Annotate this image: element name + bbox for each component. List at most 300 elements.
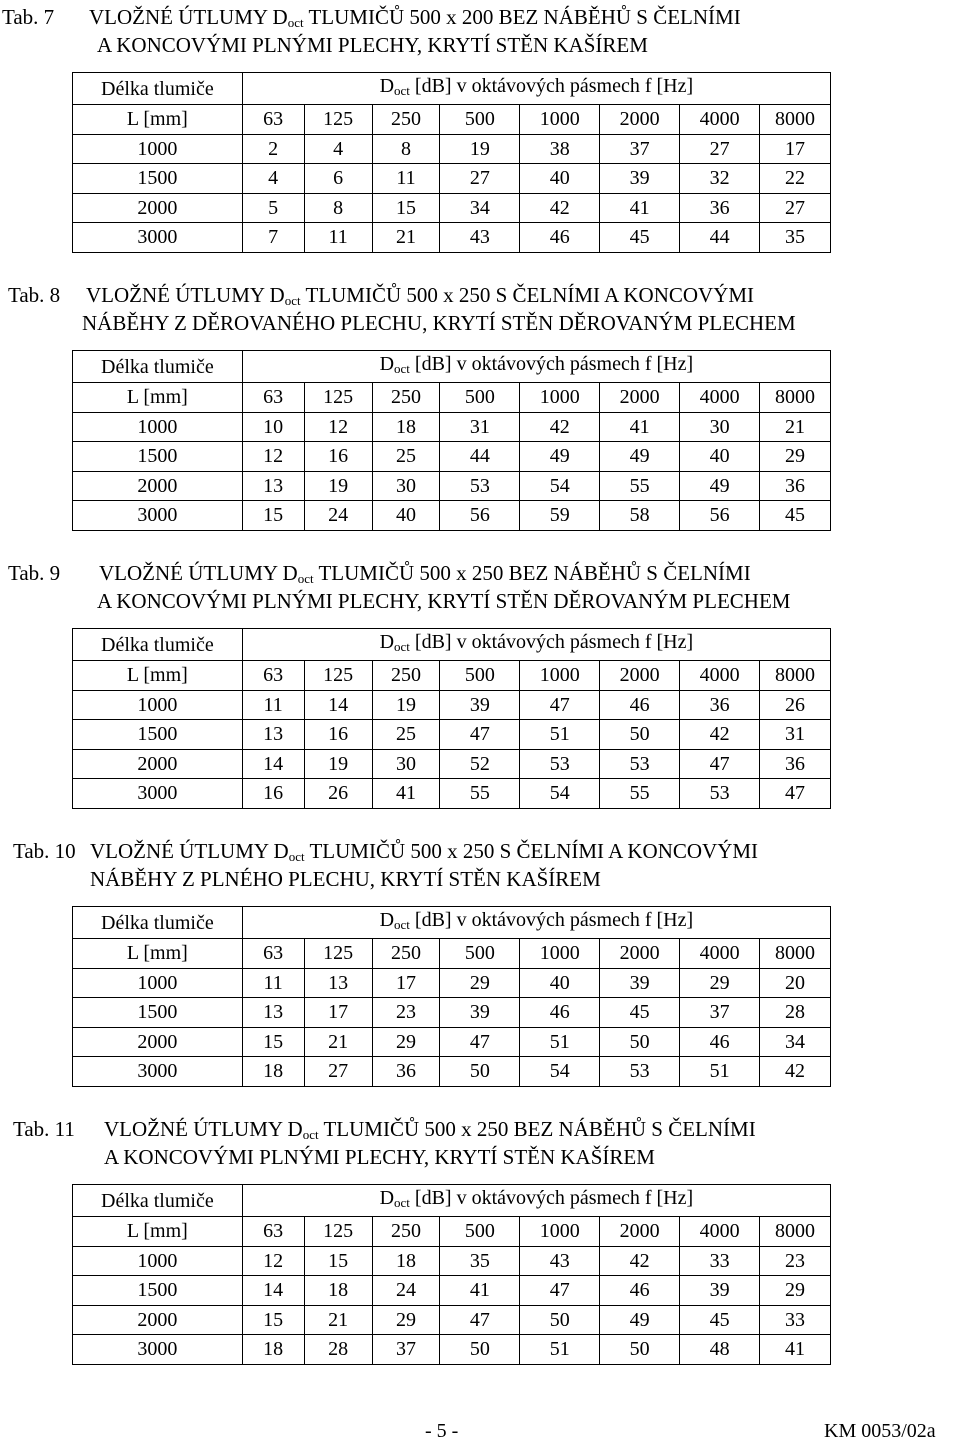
length-cell: 1500 [73,1276,243,1306]
value-cell: 40 [372,501,440,531]
value-cell: 52 [440,749,520,779]
value-cell: 13 [242,720,304,750]
length-cell: 2000 [73,749,243,779]
frequency-cell: 125 [304,661,372,691]
value-cell: 27 [440,164,520,194]
value-cell: 44 [680,223,760,253]
value-cell: 54 [520,779,600,809]
value-cell: 11 [242,968,304,998]
value-cell: 36 [760,471,831,501]
caption-subscript: oct [287,15,304,30]
header-frequency-text: [dB] v oktávových pásmech f [Hz] [409,75,694,97]
frequency-cell: 2000 [600,1217,680,1247]
value-cell: 47 [440,720,520,750]
table-row [73,749,831,779]
value-cell: 18 [242,1057,304,1087]
length-cell: 3000 [73,223,243,253]
value-cell: 13 [242,998,304,1028]
value-cell: 18 [372,412,440,442]
value-cell: 39 [600,164,680,194]
length-cell: 3000 [73,1335,243,1365]
value-cell: 46 [680,1027,760,1057]
value-cell: 47 [520,1276,600,1306]
table-header-row [73,629,831,661]
value-cell: 46 [520,223,600,253]
table-caption-number: Tab. 8 [8,283,61,307]
value-cell: 36 [372,1057,440,1087]
value-cell: 50 [600,1027,680,1057]
value-cell: 53 [600,749,680,779]
value-cell: 56 [680,501,760,531]
value-cell: 8 [372,134,440,164]
value-cell: 38 [520,134,600,164]
value-cell: 26 [304,779,372,809]
table-row [73,1276,831,1306]
value-cell: 29 [760,1276,831,1306]
value-cell: 12 [304,412,372,442]
value-cell: 15 [242,1305,304,1335]
table-row [73,998,831,1028]
frequency-cell: 1000 [520,661,600,691]
length-cell: 1500 [73,998,243,1028]
value-cell: 12 [242,442,304,472]
caption-text: TLUMIČŮ 500 x 250 S ČELNÍMI A KONCOVÝMI [300,283,755,307]
table-caption-line2: A KONCOVÝMI PLNÝMI PLECHY, KRYTÍ STĚN KAŠÍREM [97,33,648,57]
value-cell: 15 [242,501,304,531]
frequency-cell: 8000 [760,1217,831,1247]
length-cell: 2000 [73,471,243,501]
value-cell: 21 [760,412,831,442]
table-caption-number: Tab. 11 [13,1117,75,1141]
value-cell: 28 [304,1335,372,1365]
value-cell: 26 [760,690,831,720]
value-cell: 51 [680,1057,760,1087]
attenuation-table [72,1184,831,1365]
value-cell: 49 [520,442,600,472]
frequency-cell: 63 [242,939,304,969]
header-d-subscript: oct [394,639,410,654]
value-cell: 24 [304,501,372,531]
value-cell: 53 [440,471,520,501]
header-frequency-text: [dB] v oktávových pásmech f [Hz] [409,1187,694,1209]
table-row [73,1305,831,1335]
length-cell: 1500 [73,164,243,194]
value-cell: 39 [440,690,520,720]
value-cell: 44 [440,442,520,472]
table-row [73,164,831,194]
table-header-row [73,383,831,413]
frequency-cell: 1000 [520,105,600,135]
value-cell: 51 [520,1027,600,1057]
frequency-header-cell [242,351,830,383]
attenuation-table [72,72,831,253]
table-row [73,1027,831,1057]
value-cell: 15 [372,193,440,223]
value-cell: 37 [372,1335,440,1365]
value-cell: 45 [760,501,831,531]
caption-text: VLOŽNÉ ÚTLUMY D [86,283,285,307]
value-cell: 14 [304,690,372,720]
frequency-cell: 8000 [760,661,831,691]
value-cell: 36 [760,749,831,779]
length-header-cell: Délka tlumiče [73,907,243,939]
table-header-row [73,939,831,969]
value-cell: 30 [372,471,440,501]
length-cell: 1000 [73,968,243,998]
value-cell: 49 [600,1305,680,1335]
value-cell: 18 [372,1246,440,1276]
header-d-subscript: oct [394,361,410,376]
frequency-cell: 4000 [680,939,760,969]
length-header-cell: Délka tlumiče [73,351,243,383]
table-row [73,720,831,750]
value-cell: 23 [760,1246,831,1276]
frequency-cell: 500 [440,105,520,135]
frequency-cell: 2000 [600,383,680,413]
frequency-cell: 4000 [680,105,760,135]
unit-header-cell: L [mm] [73,939,243,969]
frequency-cell: 2000 [600,661,680,691]
caption-text: VLOŽNÉ ÚTLUMY D [99,561,298,585]
value-cell: 40 [520,164,600,194]
value-cell: 50 [520,1305,600,1335]
value-cell: 23 [372,998,440,1028]
value-cell: 29 [760,442,831,472]
value-cell: 21 [304,1305,372,1335]
caption-text: VLOŽNÉ ÚTLUMY D [89,5,288,29]
value-cell: 42 [520,412,600,442]
caption-subscript: oct [297,571,314,586]
attenuation-table [72,350,831,531]
table-caption-number: Tab. 10 [13,839,76,863]
frequency-cell: 63 [242,1217,304,1247]
table-row [73,1335,831,1365]
value-cell: 11 [242,690,304,720]
value-cell: 29 [680,968,760,998]
value-cell: 30 [680,412,760,442]
frequency-cell: 500 [440,661,520,691]
length-cell: 1500 [73,442,243,472]
value-cell: 41 [372,779,440,809]
table-caption-line2: NÁBĚHY Z DĚROVANÉHO PLECHU, KRYTÍ STĚN DĚROVANÝM PLECHEM [82,311,796,335]
value-cell: 39 [600,968,680,998]
unit-header-cell: L [mm] [73,105,243,135]
value-cell: 51 [520,720,600,750]
table-header-row [73,351,831,383]
value-cell: 27 [760,193,831,223]
value-cell: 29 [372,1027,440,1057]
caption-text: TLUMIČŮ 500 x 250 BEZ NÁBĚHŮ S ČELNÍMI [318,1117,756,1141]
frequency-header-cell [242,629,830,661]
value-cell: 42 [760,1057,831,1087]
value-cell: 11 [372,164,440,194]
value-cell: 31 [440,412,520,442]
value-cell: 24 [372,1276,440,1306]
value-cell: 50 [600,1335,680,1365]
table-row [73,501,831,531]
value-cell: 47 [440,1027,520,1057]
length-header-cell: Délka tlumiče [73,629,243,661]
value-cell: 58 [600,501,680,531]
value-cell: 14 [242,749,304,779]
frequency-cell: 8000 [760,105,831,135]
value-cell: 29 [372,1305,440,1335]
value-cell: 16 [242,779,304,809]
value-cell: 29 [440,968,520,998]
frequency-cell: 125 [304,1217,372,1247]
value-cell: 20 [760,968,831,998]
frequency-cell: 4000 [680,383,760,413]
header-frequency-text: [dB] v oktávových pásmech f [Hz] [409,631,694,653]
value-cell: 5 [242,193,304,223]
header-d: D [379,909,395,931]
value-cell: 4 [304,134,372,164]
value-cell: 22 [760,164,831,194]
caption-text: VLOŽNÉ ÚTLUMY D [104,1117,303,1141]
frequency-cell: 250 [372,105,440,135]
table-caption-line2: NÁBĚHY Z PLNÉHO PLECHU, KRYTÍ STĚN KAŠÍREM [90,867,601,891]
unit-header-cell: L [mm] [73,1217,243,1247]
table-header-row [73,907,831,939]
unit-header-cell: L [mm] [73,383,243,413]
length-header-cell: Délka tlumiče [73,1185,243,1217]
value-cell: 31 [760,720,831,750]
value-cell: 35 [440,1246,520,1276]
table-row [73,1057,831,1087]
frequency-cell: 1000 [520,1217,600,1247]
value-cell: 15 [242,1027,304,1057]
frequency-header-cell [242,1185,830,1217]
frequency-cell: 500 [440,939,520,969]
value-cell: 33 [760,1305,831,1335]
value-cell: 19 [304,749,372,779]
table-header-row [73,1185,831,1217]
value-cell: 54 [520,471,600,501]
length-cell: 3000 [73,1057,243,1087]
caption-text: VLOŽNÉ ÚTLUMY D [90,839,289,863]
value-cell: 51 [520,1335,600,1365]
value-cell: 16 [304,442,372,472]
value-cell: 42 [520,193,600,223]
table-row [73,134,831,164]
value-cell: 53 [520,749,600,779]
value-cell: 41 [440,1276,520,1306]
value-cell: 41 [600,193,680,223]
value-cell: 53 [680,779,760,809]
caption-subscript: oct [302,1127,319,1142]
unit-header-cell: L [mm] [73,661,243,691]
value-cell: 48 [680,1335,760,1365]
frequency-cell: 8000 [760,383,831,413]
value-cell: 6 [304,164,372,194]
value-cell: 49 [680,471,760,501]
value-cell: 18 [304,1276,372,1306]
length-cell: 1000 [73,1246,243,1276]
table-row [73,223,831,253]
value-cell: 41 [760,1335,831,1365]
header-d: D [379,353,395,375]
frequency-cell: 4000 [680,1217,760,1247]
length-cell: 2000 [73,193,243,223]
header-d: D [379,1187,395,1209]
value-cell: 45 [680,1305,760,1335]
value-cell: 30 [372,749,440,779]
length-cell: 2000 [73,1027,243,1057]
value-cell: 11 [304,223,372,253]
frequency-cell: 1000 [520,939,600,969]
value-cell: 53 [600,1057,680,1087]
value-cell: 14 [242,1276,304,1306]
table-caption-number: Tab. 7 [2,5,55,29]
value-cell: 47 [760,779,831,809]
value-cell: 34 [440,193,520,223]
value-cell: 27 [680,134,760,164]
frequency-cell: 63 [242,383,304,413]
value-cell: 42 [680,720,760,750]
value-cell: 25 [372,720,440,750]
value-cell: 36 [680,193,760,223]
frequency-cell: 63 [242,661,304,691]
value-cell: 19 [372,690,440,720]
value-cell: 25 [372,442,440,472]
table-row [73,968,831,998]
frequency-cell: 500 [440,1217,520,1247]
value-cell: 47 [520,690,600,720]
value-cell: 4 [242,164,304,194]
value-cell: 55 [440,779,520,809]
caption-subscript: oct [284,293,301,308]
table-header-row [73,105,831,135]
frequency-cell: 63 [242,105,304,135]
length-cell: 3000 [73,501,243,531]
value-cell: 32 [680,164,760,194]
table-caption-number: Tab. 9 [8,561,61,585]
frequency-cell: 125 [304,939,372,969]
value-cell: 36 [680,690,760,720]
value-cell: 56 [440,501,520,531]
table-row [73,1246,831,1276]
value-cell: 33 [680,1246,760,1276]
value-cell: 50 [440,1335,520,1365]
attenuation-table [72,628,831,809]
header-frequency-text: [dB] v oktávových pásmech f [Hz] [409,909,694,931]
caption-text: TLUMIČŮ 500 x 200 BEZ NÁBĚHŮ S ČELNÍMI [303,5,741,29]
length-header-cell: Délka tlumiče [73,73,243,105]
table-caption-line2: A KONCOVÝMI PLNÝMI PLECHY, KRYTÍ STĚN DĚROVANÝM PLECHEM [97,589,791,613]
value-cell: 55 [600,779,680,809]
table-row [73,690,831,720]
frequency-cell: 250 [372,1217,440,1247]
value-cell: 7 [242,223,304,253]
value-cell: 15 [304,1246,372,1276]
value-cell: 19 [440,134,520,164]
frequency-cell: 2000 [600,105,680,135]
header-d: D [379,75,395,97]
attenuation-table [72,906,831,1087]
value-cell: 37 [600,134,680,164]
value-cell: 50 [600,720,680,750]
document-code: KM 0053/02a [824,1420,936,1442]
frequency-cell: 250 [372,939,440,969]
length-cell: 1000 [73,412,243,442]
value-cell: 49 [600,442,680,472]
header-frequency-text: [dB] v oktávových pásmech f [Hz] [409,353,694,375]
value-cell: 34 [760,1027,831,1057]
value-cell: 43 [520,1246,600,1276]
caption-subscript: oct [288,849,305,864]
value-cell: 28 [760,998,831,1028]
value-cell: 35 [760,223,831,253]
caption-text: TLUMIČŮ 500 x 250 S ČELNÍMI A KONCOVÝMI [304,839,759,863]
value-cell: 47 [680,749,760,779]
table-row [73,471,831,501]
value-cell: 12 [242,1246,304,1276]
value-cell: 59 [520,501,600,531]
value-cell: 42 [600,1246,680,1276]
value-cell: 17 [760,134,831,164]
value-cell: 45 [600,998,680,1028]
frequency-cell: 125 [304,105,372,135]
length-cell: 1000 [73,134,243,164]
value-cell: 47 [440,1305,520,1335]
table-header-row [73,73,831,105]
value-cell: 50 [440,1057,520,1087]
frequency-cell: 1000 [520,383,600,413]
value-cell: 16 [304,720,372,750]
value-cell: 2 [242,134,304,164]
value-cell: 46 [600,690,680,720]
value-cell: 55 [600,471,680,501]
header-d-subscript: oct [394,83,410,98]
page-number: - 5 - [425,1420,459,1442]
table-row [73,193,831,223]
header-d-subscript: oct [394,1195,410,1210]
table-row [73,779,831,809]
value-cell: 13 [242,471,304,501]
value-cell: 17 [372,968,440,998]
frequency-cell: 250 [372,383,440,413]
value-cell: 18 [242,1335,304,1365]
value-cell: 46 [520,998,600,1028]
frequency-cell: 125 [304,383,372,413]
value-cell: 40 [680,442,760,472]
frequency-header-cell [242,907,830,939]
length-cell: 1000 [73,690,243,720]
value-cell: 41 [600,412,680,442]
value-cell: 21 [304,1027,372,1057]
value-cell: 54 [520,1057,600,1087]
frequency-cell: 500 [440,383,520,413]
value-cell: 27 [304,1057,372,1087]
value-cell: 45 [600,223,680,253]
value-cell: 8 [304,193,372,223]
value-cell: 17 [304,998,372,1028]
frequency-header-cell [242,73,830,105]
table-header-row [73,1217,831,1247]
value-cell: 43 [440,223,520,253]
value-cell: 39 [440,998,520,1028]
frequency-cell: 8000 [760,939,831,969]
value-cell: 19 [304,471,372,501]
value-cell: 10 [242,412,304,442]
value-cell: 37 [680,998,760,1028]
length-cell: 3000 [73,779,243,809]
value-cell: 39 [680,1276,760,1306]
value-cell: 46 [600,1276,680,1306]
frequency-cell: 250 [372,661,440,691]
value-cell: 40 [520,968,600,998]
header-d-subscript: oct [394,917,410,932]
